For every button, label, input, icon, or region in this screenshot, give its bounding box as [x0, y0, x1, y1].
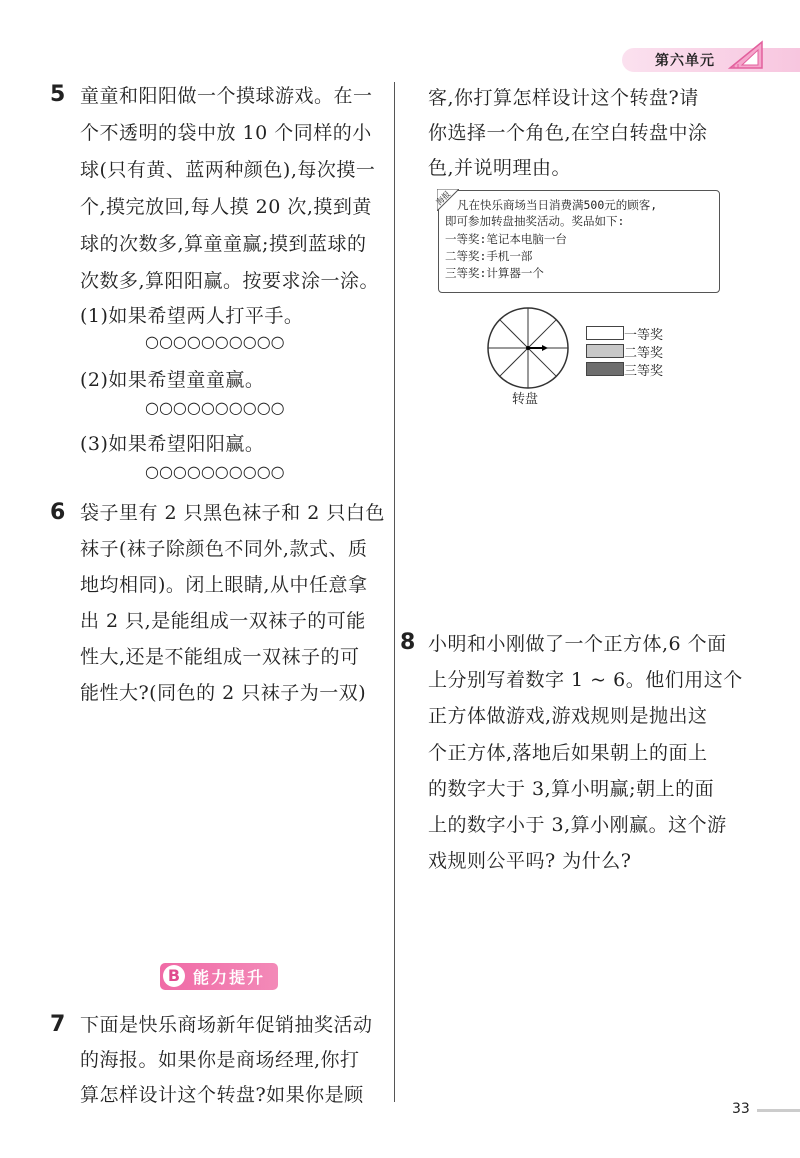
q7-line: 下面是快乐商场新年促销抽奖活动	[80, 1014, 373, 1036]
question-7-number: 7	[50, 1012, 66, 1037]
question-8-number: 8	[400, 630, 416, 655]
q5-part-2-circles[interactable]: ○○○○○○○○○○	[145, 398, 285, 417]
q5-part-3-circles[interactable]: ○○○○○○○○○○	[145, 462, 285, 481]
page-number: 33	[732, 1101, 750, 1117]
q8-line: 个正方体,落地后如果朝上的面上	[428, 742, 708, 764]
q7-line: 算怎样设计这个转盘?如果你是顾	[80, 1084, 364, 1106]
q6-line: 出 2 只,是能组成一双袜子的可能	[80, 610, 366, 632]
ruler-triangle-icon	[728, 40, 764, 70]
q7-line: 色,并说明理由。	[428, 157, 572, 179]
legend-swatch-second	[586, 344, 624, 358]
poster-line: 二等奖:手机一部	[445, 249, 533, 263]
q6-line: 性大,还是不能组成一双袜子的可	[80, 646, 360, 668]
unit-title: 第六单元	[655, 53, 715, 69]
q5-line: 个不透明的袋中放 10 个同样的小	[80, 122, 372, 144]
q8-line: 上的数字小于 3,算小刚赢。这个游	[428, 814, 727, 836]
poster-tag-text: 海报	[434, 189, 453, 208]
poster-line: 一等奖:笔记本电脑一台	[445, 232, 567, 246]
q8-line: 小明和小刚做了一个正方体,6 个面	[428, 633, 727, 655]
spinner-wheel[interactable]	[486, 306, 570, 390]
q8-line: 上分别写着数字 1 ~ 6。他们用这个	[428, 669, 743, 691]
q5-line: 次数多,算阳阳赢。按要求涂一涂。	[80, 270, 380, 292]
q5-line: 童童和阳阳做一个摸球游戏。在一	[80, 85, 373, 107]
q5-part-2-label: (2)如果希望童童赢。	[80, 369, 265, 391]
q6-line: 能性大?(同色的 2 只袜子为一双)	[80, 682, 367, 704]
legend-label-second: 二等奖	[624, 346, 664, 361]
column-divider	[394, 82, 395, 1102]
q7-line: 客,你打算怎样设计这个转盘?请	[428, 87, 699, 109]
q6-line: 地均相同)。闭上眼睛,从中任意拿	[80, 574, 368, 596]
poster-line: 三等奖:计算器一个	[445, 266, 544, 280]
q7-line: 的海报。如果你是商场经理,你打	[80, 1049, 360, 1071]
q8-line: 正方体做游戏,游戏规则是抛出这	[428, 705, 708, 727]
poster-line: 凡在快乐商场当日消费满500元的顾客,	[457, 198, 658, 212]
q5-part-3-label: (3)如果希望阳阳赢。	[80, 433, 265, 455]
q5-part-1-label: (1)如果希望两人打平手。	[80, 305, 304, 327]
page-number-rule	[757, 1109, 800, 1112]
q6-line: 袜子(袜子除颜色不同外,款式、质	[80, 538, 368, 560]
legend-label-first: 一等奖	[624, 328, 664, 343]
section-b-letter: B	[163, 965, 185, 987]
q8-line: 戏规则公平吗? 为什么?	[428, 850, 632, 872]
spinner-label: 转盘	[512, 392, 539, 407]
legend-label-third: 三等奖	[624, 364, 664, 379]
q5-line: 球的次数多,算童童赢;摸到蓝球的	[80, 233, 367, 255]
q8-line: 的数字大于 3,算小明赢;朝上的面	[428, 778, 715, 800]
poster-line: 即可参加转盘抽奖活动。奖品如下:	[445, 214, 625, 228]
q5-line: 个,摸完放回,每人摸 20 次,摸到黄	[80, 196, 372, 218]
q5-part-1-circles[interactable]: ○○○○○○○○○○	[145, 332, 285, 351]
question-5-number: 5	[50, 82, 66, 107]
q6-line: 袋子里有 2 只黑色袜子和 2 只白色	[80, 502, 385, 524]
lottery-poster	[434, 189, 720, 293]
legend-swatch-third	[586, 362, 624, 376]
section-b-title: 能力提升	[193, 968, 266, 987]
section-b-banner	[160, 963, 278, 990]
q7-line: 你选择一个角色,在空白转盘中涂	[428, 122, 708, 144]
question-6-number: 6	[50, 500, 66, 525]
q5-line: 球(只有黄、蓝两种颜色),每次摸一	[80, 159, 376, 181]
legend-swatch-first	[586, 326, 624, 340]
